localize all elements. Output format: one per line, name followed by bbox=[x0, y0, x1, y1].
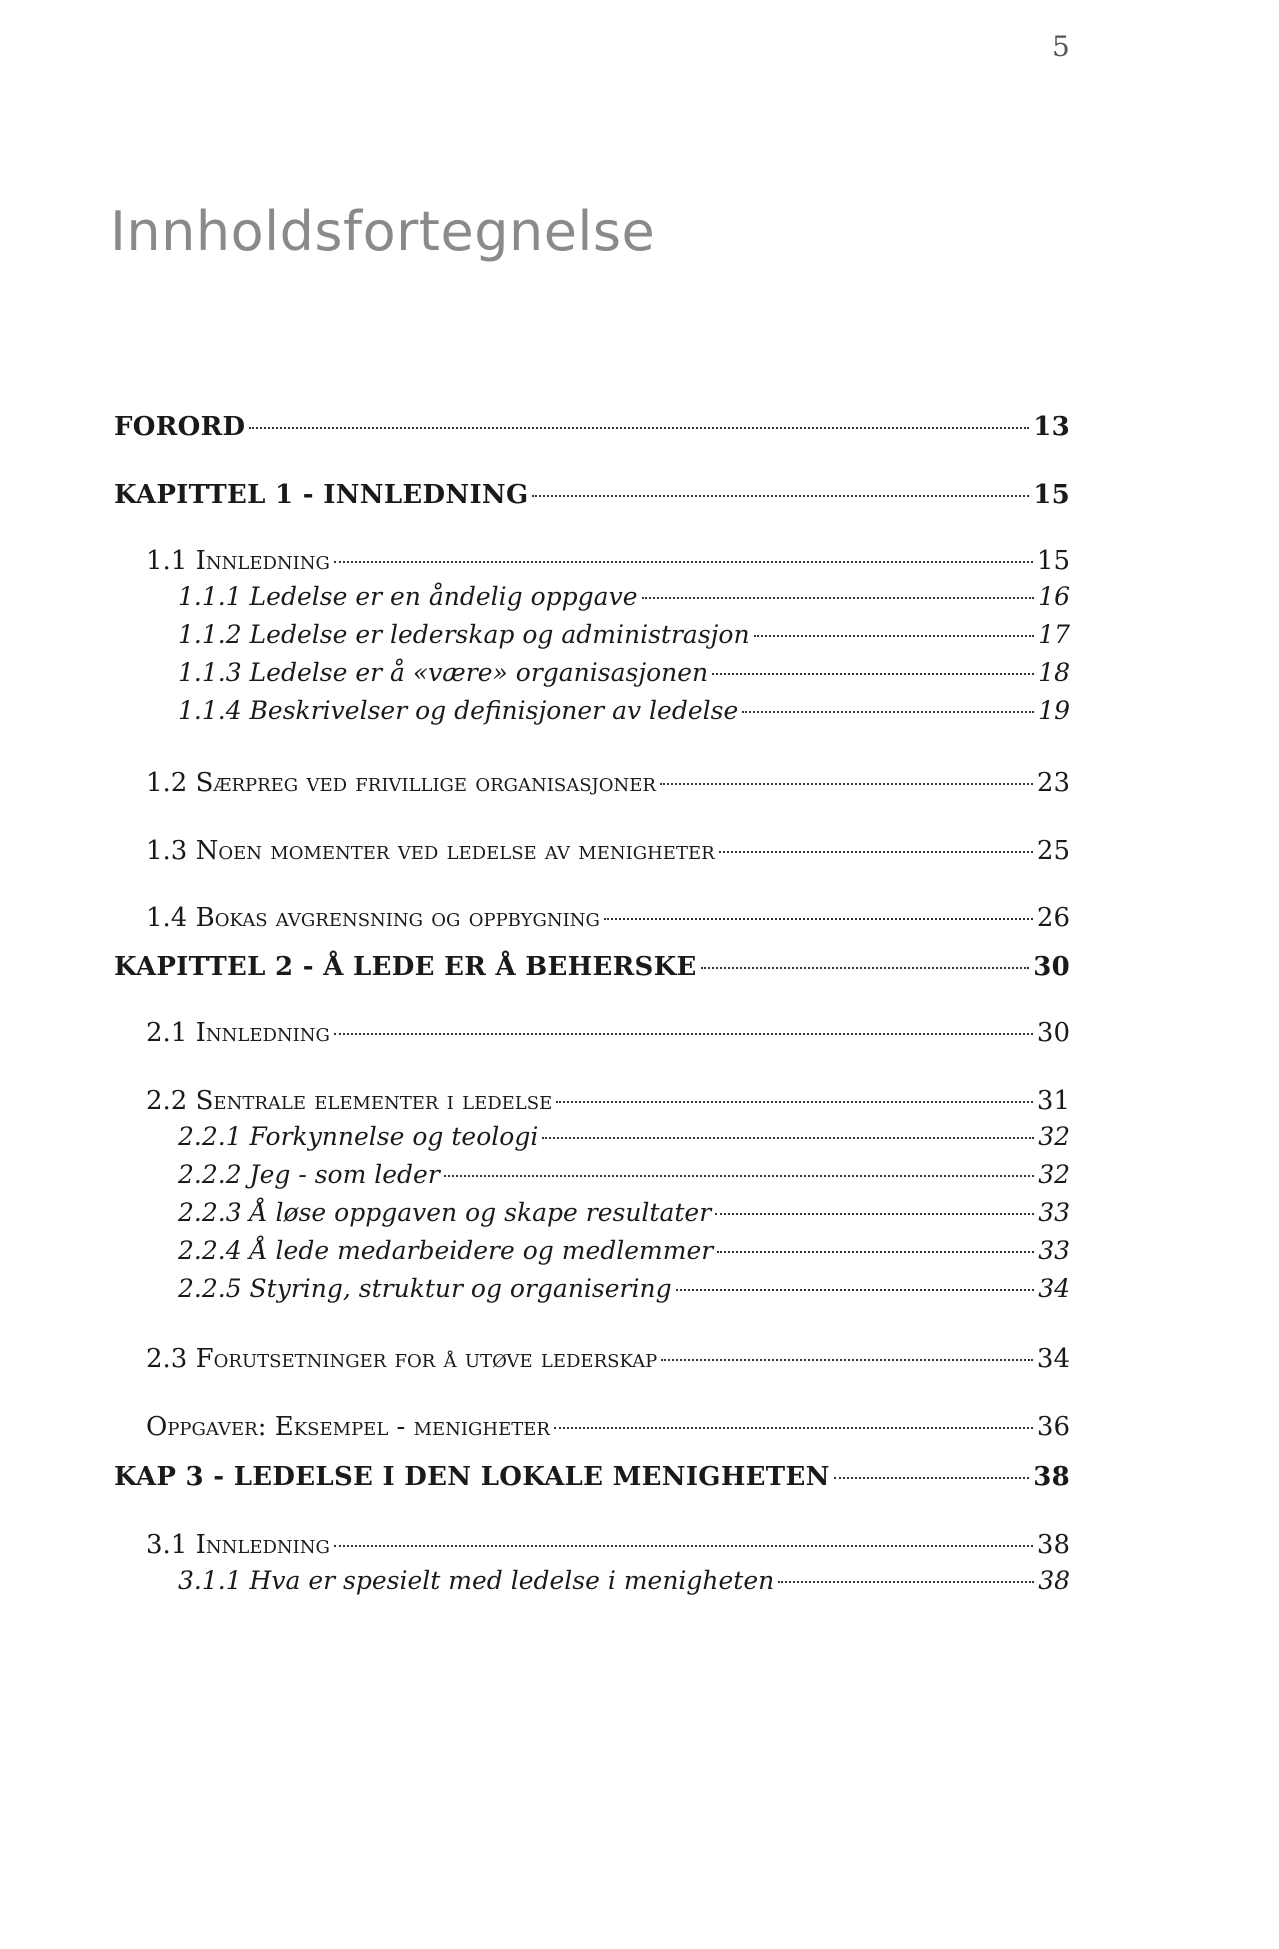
toc-entry-label: 1.1.1 Ledelse er en åndelig oppgave bbox=[178, 582, 638, 611]
dot-leader bbox=[444, 1175, 1034, 1177]
toc-entry-label: 1.1.4 Beskrivelser og definisjoner av ledelse bbox=[178, 696, 739, 725]
toc-entry-label: 1.3 Noen momenter ved ledelse av menigheter bbox=[146, 836, 715, 866]
toc-entry-1-1-3[interactable] bbox=[178, 658, 1070, 687]
toc-entry-label: 2.2.4 Å lede medarbeidere og medlemmer bbox=[178, 1236, 714, 1265]
dot-leader bbox=[334, 561, 1033, 563]
toc-entry-label: 2.2.5 Styring, struktur og organisering bbox=[178, 1274, 672, 1303]
toc-entry-2-1[interactable] bbox=[146, 1018, 1070, 1048]
toc-entry-page: 19 bbox=[1038, 696, 1070, 725]
dot-leader bbox=[542, 1137, 1034, 1139]
toc-entry-label: 2.1 Innledning bbox=[146, 1018, 330, 1048]
dot-leader bbox=[661, 1359, 1033, 1361]
toc-entry-label: 2.3 Forutsetninger for å utøve lederskap bbox=[146, 1344, 658, 1374]
toc-entry-page: 18 bbox=[1038, 658, 1070, 687]
toc-entry-page: 32 bbox=[1038, 1122, 1070, 1151]
toc-entry-page: 13 bbox=[1033, 412, 1070, 442]
toc-entry-page: 15 bbox=[1036, 546, 1070, 576]
toc-entry-page: 25 bbox=[1036, 836, 1070, 866]
dot-leader bbox=[719, 851, 1033, 853]
toc-entry-1-2[interactable] bbox=[146, 768, 1070, 798]
toc-entry-page: 34 bbox=[1038, 1274, 1070, 1303]
toc-entry-label: 1.4 Bokas avgrensning og oppbygning bbox=[146, 903, 600, 933]
toc-entry-page: 33 bbox=[1038, 1236, 1070, 1265]
dot-leader bbox=[554, 1427, 1033, 1429]
toc-entry-kapittel-1[interactable] bbox=[114, 480, 1070, 510]
toc-entry-2-2-2[interactable] bbox=[178, 1160, 1070, 1189]
toc-entry-1-1[interactable] bbox=[146, 546, 1070, 576]
toc-entry-label: 3.1 Innledning bbox=[146, 1530, 330, 1560]
toc-entry-1-1-4[interactable] bbox=[178, 696, 1070, 725]
toc-entry-label: 3.1.1 Hva er spesielt med ledelse i menigheten bbox=[178, 1566, 775, 1595]
toc-entry-2-3[interactable] bbox=[146, 1344, 1070, 1374]
toc-entry-page: 34 bbox=[1036, 1344, 1070, 1374]
toc-entry-2-2-5[interactable] bbox=[178, 1274, 1070, 1303]
dot-leader bbox=[249, 427, 1029, 429]
toc-entry-forord[interactable] bbox=[114, 412, 1070, 442]
toc-title: Innholdsfortegnelse bbox=[110, 200, 656, 263]
toc-entry-2-2[interactable] bbox=[146, 1086, 1070, 1116]
toc-entry-label: FORORD bbox=[114, 412, 246, 442]
toc-entry-page: 36 bbox=[1036, 1412, 1070, 1442]
toc-entry-page: 17 bbox=[1038, 620, 1070, 649]
toc-entry-label: 2.2 Sentrale elementer i ledelse bbox=[146, 1086, 553, 1116]
toc-entry-label: 2.2.1 Forkynnelse og teologi bbox=[178, 1122, 539, 1151]
dot-leader bbox=[717, 1251, 1034, 1253]
toc-entry-1-3[interactable] bbox=[146, 836, 1070, 866]
toc-entry-3-1-1[interactable] bbox=[178, 1566, 1070, 1595]
toc-entry-kapittel-2[interactable] bbox=[114, 952, 1070, 982]
dot-leader bbox=[334, 1545, 1033, 1547]
toc-entry-label: 1.1 Innledning bbox=[146, 546, 330, 576]
toc-entry-page: 32 bbox=[1038, 1160, 1070, 1189]
toc-entry-2-2-3[interactable] bbox=[178, 1198, 1070, 1227]
dot-leader bbox=[660, 783, 1033, 785]
toc-entry-page: 38 bbox=[1033, 1462, 1070, 1492]
dot-leader bbox=[712, 673, 1034, 675]
toc-entry-kap-3[interactable] bbox=[114, 1462, 1070, 1492]
toc-entry-page: 30 bbox=[1033, 952, 1070, 982]
toc-entry-label: KAP 3 - LEDELSE I DEN LOKALE MENIGHETEN bbox=[114, 1462, 830, 1492]
toc-entry-page: 31 bbox=[1036, 1086, 1070, 1116]
dot-leader bbox=[778, 1581, 1034, 1583]
toc-entry-label: Oppgaver: Eksempel - menigheter bbox=[146, 1412, 550, 1442]
toc-entry-page: 23 bbox=[1036, 768, 1070, 798]
toc-entry-label: 1.1.2 Ledelse er lederskap og administrasjon bbox=[178, 620, 750, 649]
toc-entry-label: 2.2.3 Å løse oppgaven og skape resultater bbox=[178, 1198, 712, 1227]
toc-entry-1-1-1[interactable] bbox=[178, 582, 1070, 611]
dot-leader bbox=[701, 967, 1030, 969]
dot-leader bbox=[676, 1289, 1035, 1291]
dot-leader bbox=[334, 1033, 1033, 1035]
toc-entry-3-1[interactable] bbox=[146, 1530, 1070, 1560]
toc-entry-1-1-2[interactable] bbox=[178, 620, 1070, 649]
dot-leader bbox=[834, 1477, 1030, 1479]
toc-entry-label: KAPITTEL 2 - Å LEDE ER Å BEHERSKE bbox=[114, 952, 697, 982]
toc-entry-label: KAPITTEL 1 - INNLEDNING bbox=[114, 480, 529, 510]
dot-leader bbox=[556, 1101, 1033, 1103]
dot-leader bbox=[715, 1213, 1034, 1215]
dot-leader bbox=[642, 597, 1035, 599]
toc-entry-1-4[interactable] bbox=[146, 903, 1070, 933]
dot-leader bbox=[742, 711, 1034, 713]
toc-entry-page: 38 bbox=[1036, 1530, 1070, 1560]
toc-entry-page: 38 bbox=[1038, 1566, 1070, 1595]
toc-entry-label: 2.2.2 Jeg - som leder bbox=[178, 1160, 440, 1189]
dot-leader bbox=[532, 495, 1029, 497]
toc-entry-label: 1.2 Særpreg ved frivillige organisasjoner bbox=[146, 768, 656, 798]
toc-entry-label: 1.1.3 Ledelse er å «være» organisasjonen bbox=[178, 658, 709, 687]
toc-entry-page: 33 bbox=[1038, 1198, 1070, 1227]
toc-entry-page: 15 bbox=[1033, 480, 1070, 510]
toc-entry-2-2-1[interactable] bbox=[178, 1122, 1070, 1151]
toc-entry-2-2-4[interactable] bbox=[178, 1236, 1070, 1265]
toc-entry-page: 26 bbox=[1036, 903, 1070, 933]
dot-leader bbox=[604, 918, 1033, 920]
dot-leader bbox=[754, 635, 1035, 637]
toc-entry-page: 16 bbox=[1038, 582, 1070, 611]
page-number: 5 bbox=[1052, 30, 1070, 63]
toc-entry-oppgaver[interactable] bbox=[146, 1412, 1070, 1442]
toc-entry-page: 30 bbox=[1036, 1018, 1070, 1048]
